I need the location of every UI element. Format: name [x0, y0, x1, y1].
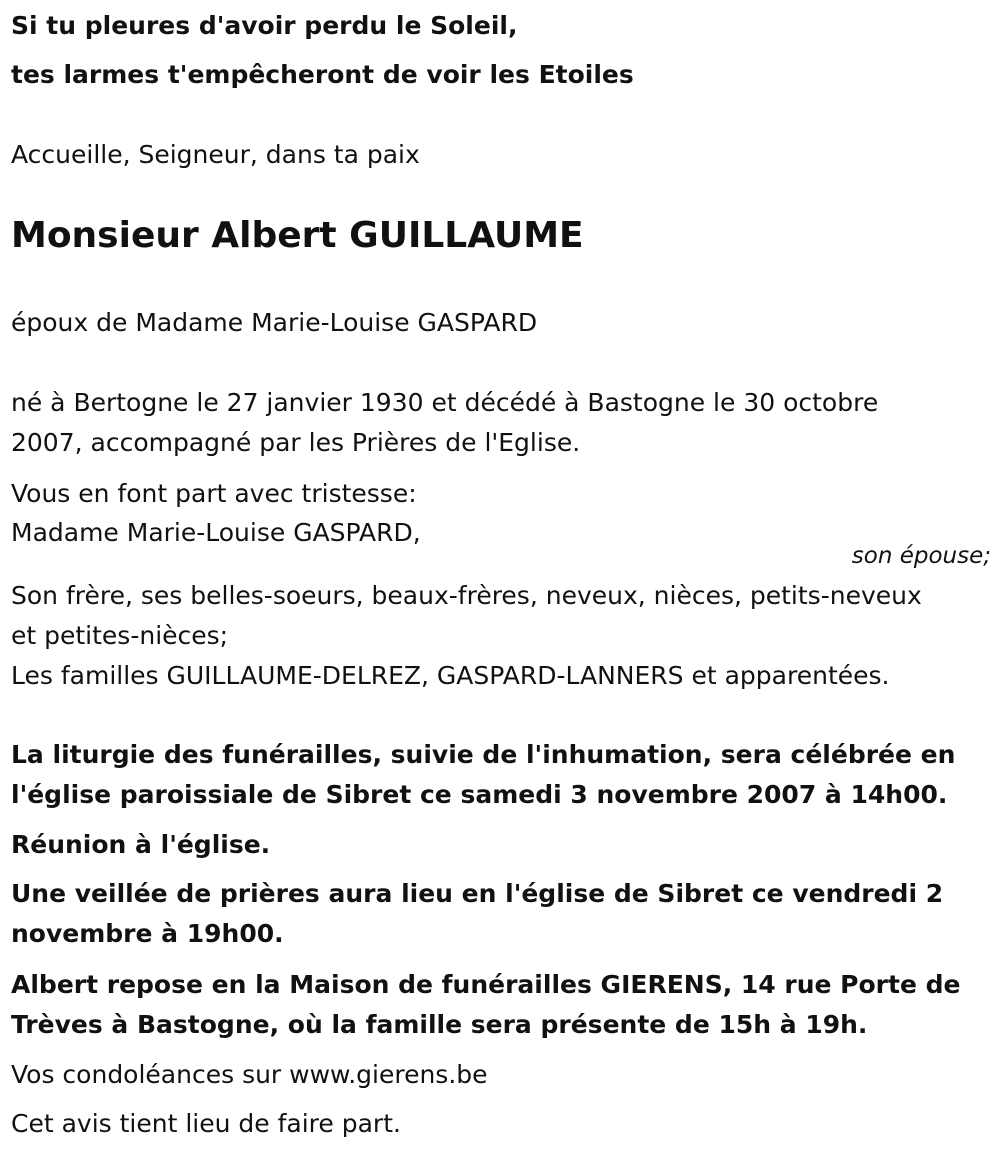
family-line-2: et petites-nièces; [11, 621, 229, 650]
announcement-intro: Vous en font part avec tristesse: [11, 479, 417, 508]
ceremony-line-2: l'église paroissiale de Sibret ce samedi 3 novembre 2007 à 14h00. [11, 780, 948, 809]
widow-name: Madame Marie-Louise GASPARD, [11, 518, 421, 547]
spouse-line: époux de Madame Marie-Louise GASPARD [11, 308, 538, 337]
vigil-line-1: Une veillée de prières aura lieu en l'église de Sibret ce vendredi 2 [11, 879, 944, 908]
widow-role: son épouse; [851, 543, 991, 569]
birth-death-line-1: né à Bertogne le 27 janvier 1930 et décédé à Bastogne le 30 octobre [11, 388, 879, 417]
quote-line-2: tes larmes t'empêcheront de voir les Etoiles [11, 60, 634, 89]
birth-death-line-2: 2007, accompagné par les Prières de l'Eglise. [11, 428, 581, 457]
ceremony-line-1: La liturgie des funérailles, suivie de l'inhumation, sera célébrée en [11, 740, 956, 769]
family-line-1: Son frère, ses belles-soeurs, beaux-frères, neveux, nièces, petits-neveux [11, 581, 922, 610]
quote-line-1: Si tu pleures d'avoir perdu le Soleil, [11, 11, 518, 40]
prayer-line: Accueille, Seigneur, dans ta paix [11, 140, 420, 169]
rest-line-2: Trèves à Bastogne, où la famille sera présente de 15h à 19h. [11, 1010, 868, 1039]
condolences-line: Vos condoléances sur www.gierens.be [11, 1060, 488, 1089]
rest-line-1: Albert repose en la Maison de funérailles GIERENS, 14 rue Porte de [11, 970, 961, 999]
meeting-line: Réunion à l'église. [11, 830, 271, 859]
deceased-name: Monsieur Albert GUILLAUME [11, 215, 584, 256]
vigil-line-2: novembre à 19h00. [11, 919, 284, 948]
closing-line: Cet avis tient lieu de faire part. [11, 1109, 401, 1138]
family-line-3: Les familles GUILLAUME-DELREZ, GASPARD-LANNERS et apparentées. [11, 661, 890, 690]
